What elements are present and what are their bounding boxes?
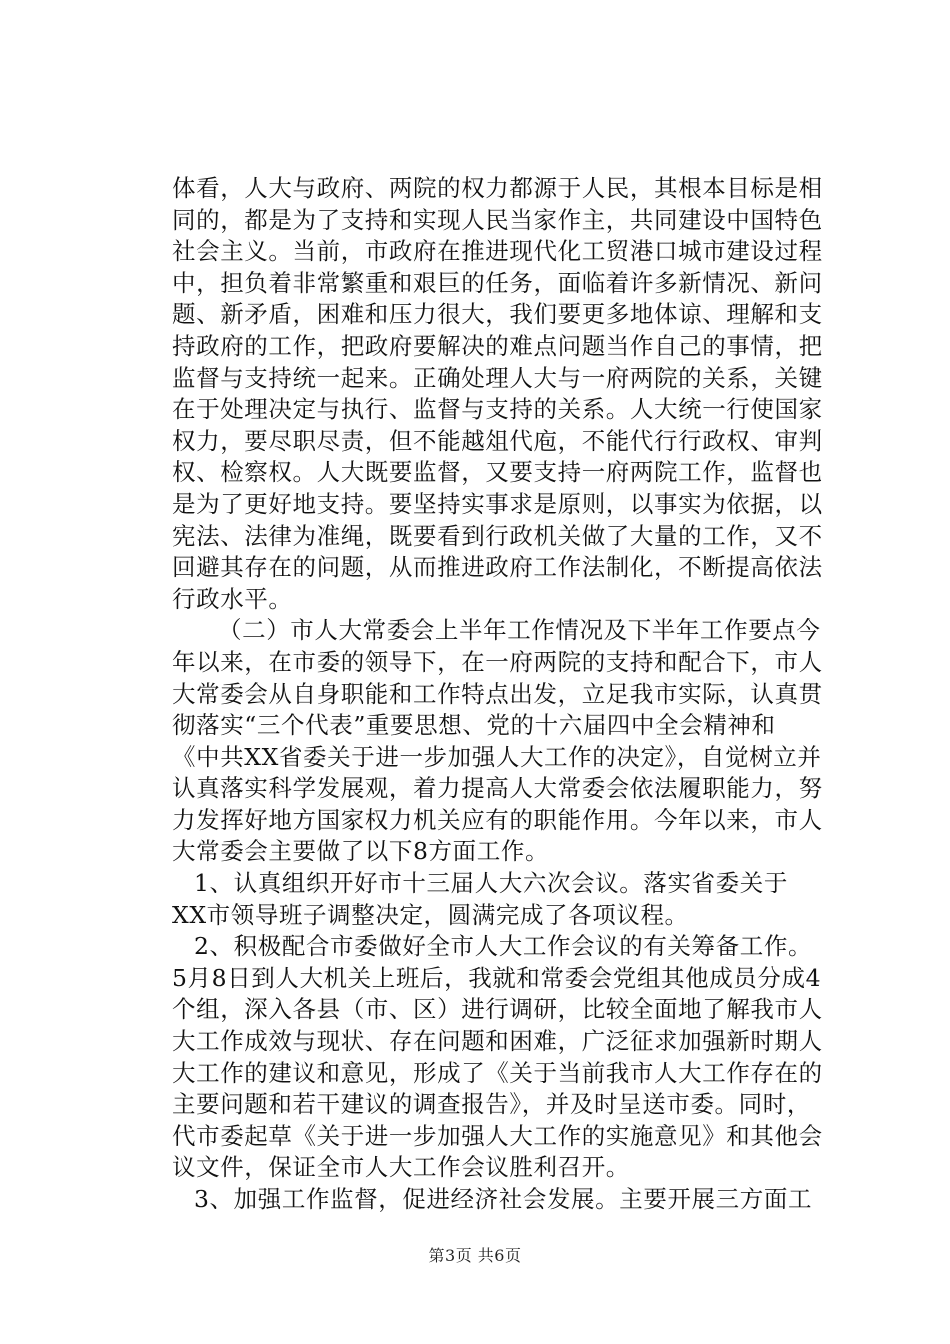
text-line: 权力，要尽职尽责，但不能越俎代庖，不能代行行政权、审判	[172, 426, 823, 455]
text-line: 大工作的建议和意见，形成了《关于当前我市人大工作存在的	[172, 1058, 823, 1087]
text-line: 同的，都是为了支持和实现人民当家作主，共同建设中国特色	[172, 205, 823, 234]
text-line: 5月8日到人大机关上班后，我就和常委会党组其他成员分成4	[172, 963, 822, 992]
text-line: 议文件，保证全市人大工作会议胜利召开。	[172, 1153, 630, 1182]
list-item-line: 3、加强工作监督，促进经济社会发展。主要开展三方面工	[194, 1185, 813, 1213]
text-line: 是为了更好地支持。要坚持实事求是原则，以事实为依据，以	[172, 489, 823, 518]
text-line: 大工作成效与现状、存在问题和困难，广泛征求加强新时期人	[172, 1027, 823, 1056]
text-line: 回避其存在的问题，从而推进政府工作法制化，不断提高依法	[172, 553, 823, 582]
text-line: 中，担负着非常繁重和艰巨的任务，面临着许多新情况、新问	[172, 268, 823, 297]
text-line: 宪法、法律为准绳，既要看到行政机关做了大量的工作，又不	[172, 521, 823, 550]
text-line: 彻落实“三个代表”重要思想、党的十六届四中全会精神和	[172, 711, 776, 740]
text-line: 权、检察权。人大既要监督，又要支持一府两院工作，监督也	[172, 458, 823, 487]
text-line: 持政府的工作，把政府要解决的难点问题当作自己的事情，把	[172, 331, 823, 360]
text-line: 力发挥好地方国家权力机关应有的职能作用。今年以来，市人	[172, 805, 823, 834]
text-line: 主要问题和若干建议的调查报告》，并及时呈送市委。同时，	[172, 1090, 811, 1119]
text-line: XX市领导班子调整决定，圆满完成了各项议程。	[172, 900, 689, 929]
text-line: 代市委起草《关于进一步加强人大工作的实施意见》和其他会	[172, 1121, 823, 1150]
text-line: 认真落实科学发展观，着力提高人大常委会依法履职能力，努	[172, 774, 823, 803]
page-footer	[0, 1243, 950, 1266]
text-line: 个组，深入各县（市、区）进行调研，比较全面地了解我市人	[172, 995, 823, 1024]
text-line: 题、新矛盾，困难和压力很大，我们要更多地体谅、理解和支	[172, 300, 823, 329]
list-item-line: 1、认真组织开好市十三届人大六次会议。落实省委关于	[194, 869, 788, 898]
text-line: 体看，人大与政府、两院的权力都源于人民，其根本目标是相	[172, 174, 823, 202]
text-line: 大常委会主要做了以下8方面工作。	[172, 837, 550, 866]
section-heading-line: （二）市人大常委会上半年工作情况及下半年工作要点今	[218, 616, 821, 645]
document-body	[172, 173, 822, 1216]
text-line: 社会主义。当前，市政府在推进现代化工贸港口城市建设过程	[172, 237, 823, 266]
text-line: 年以来，在市委的领导下，在一府两院的支持和配合下，市人	[172, 647, 823, 676]
text-line: 大常委会从自身职能和工作特点出发，立足我市实际，认真贯	[172, 679, 823, 708]
text-line: 在于处理决定与执行、监督与支持的关系。人大统一行使国家	[172, 395, 823, 424]
text-line: 行政水平。	[172, 584, 293, 613]
list-item-line: 2、积极配合市委做好全市人大工作会议的有关筹备工作。	[194, 932, 813, 961]
page-number-label: 第3页 共6页	[428, 1246, 522, 1265]
text-line: 监督与支持统一起来。正确处理人大与一府两院的关系，关键	[172, 363, 823, 392]
text-line: 《中共XX省委关于进一步加强人大工作的决定》，自觉树立并	[172, 742, 822, 771]
